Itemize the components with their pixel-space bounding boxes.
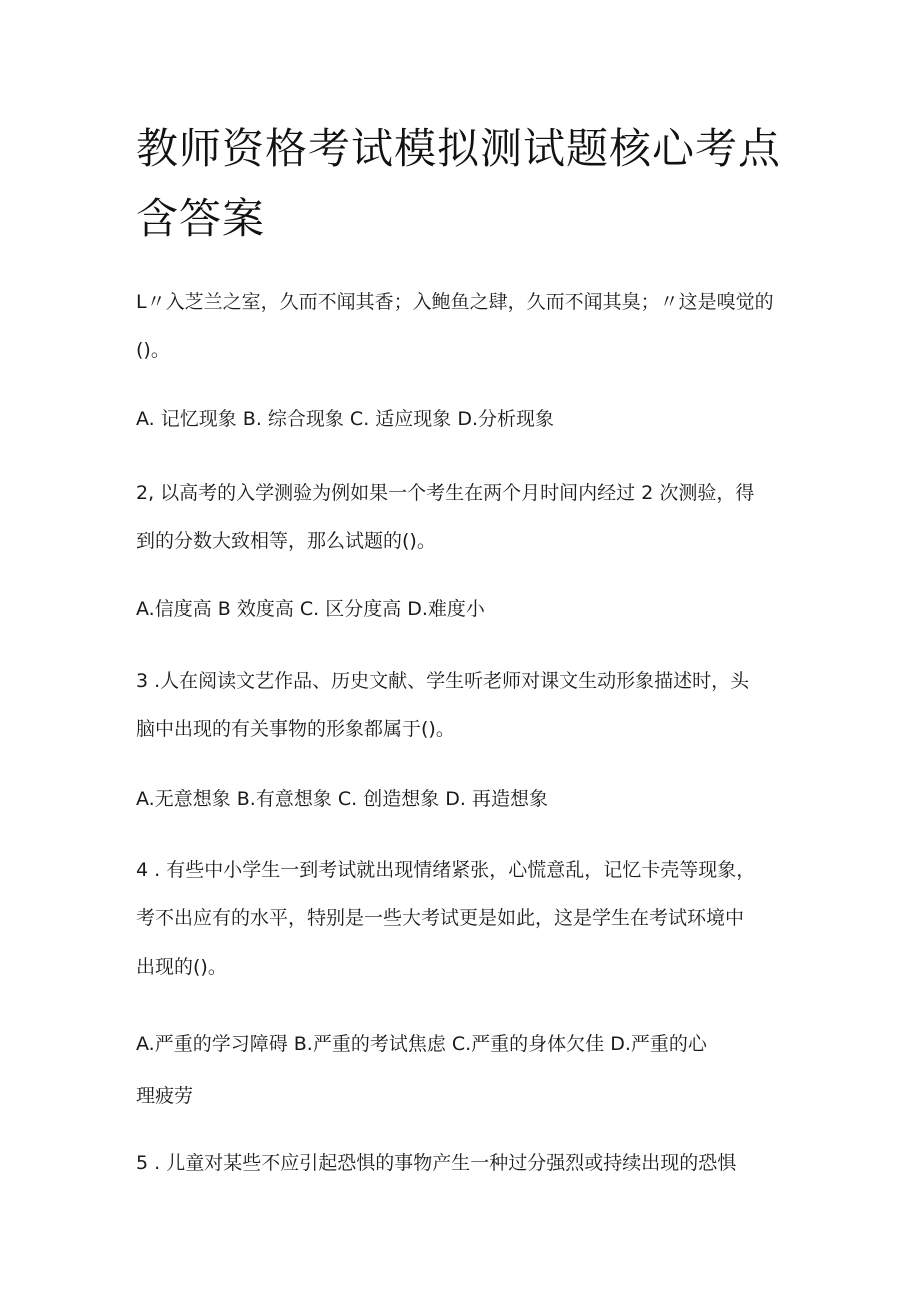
document-title-line-1: 教师资格考试模拟测试题核心考点 [136, 124, 782, 173]
question-3-text-line-1: 3 .人在阅读文艺作品、历史文献、学生听老师对课文生动形象描述时，头 [136, 670, 750, 692]
question-2-text-line-2: 到的分数大致相等，那么试题的()。 [136, 530, 436, 552]
question-5-text-line-1: 5 . 儿童对某些不应引起恐惧的事物产生一种过分强烈或持续出现的恐惧 [136, 1152, 737, 1174]
question-4-text-line-1: 4 . 有些中小学生一到考试就出现情绪紧张，心慌意乱，记忆卡壳等现象， [136, 859, 756, 881]
question-2-options: A.信度高 B 效度高 C. 区分度高 D.难度小 [136, 598, 485, 620]
question-4-options-line-1: A.严重的学习障碍 B.严重的考试焦虑 C.严重的身体欠佳 D.严重的心 [136, 1033, 707, 1055]
question-1-text-line-1: L〃入芝兰之室，久而不闻其香；入鲍鱼之肆，久而不闻其臭；〃这是嗅觉的 [136, 291, 774, 313]
question-3-options: A.无意想象 B.有意想象 C. 创造想象 D. 再造想象 [136, 788, 548, 810]
question-1-options: A. 记忆现象 B. 综合现象 C. 适应现象 D.分析现象 [136, 408, 554, 430]
question-4-text-line-2: 考不出应有的水平，特别是一些大考试更是如此，这是学生在考试环境中 [136, 907, 745, 929]
question-1-text-line-2: ()。 [136, 339, 170, 361]
question-2-text-line-1: 2, 以高考的入学测验为例如果一个考生在两个月时间内经过 2 次测验，得 [136, 482, 755, 504]
question-4-text-line-3: 出现的()。 [136, 956, 227, 978]
document-title-line-2: 含答案 [136, 194, 266, 243]
question-3-text-line-2: 脑中出现的有关事物的形象都属于()。 [136, 718, 455, 740]
question-4-options-line-2: 理疲劳 [136, 1085, 194, 1107]
